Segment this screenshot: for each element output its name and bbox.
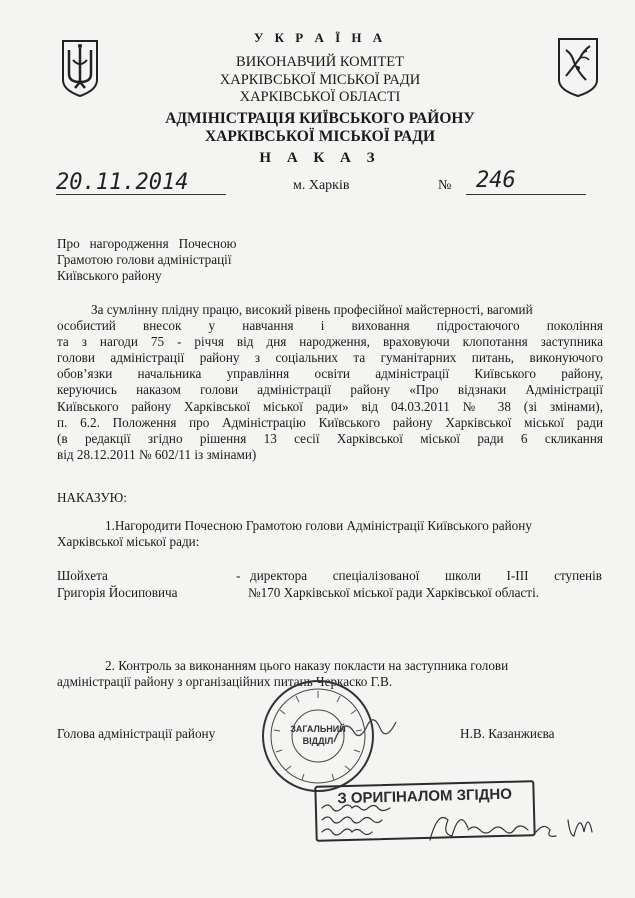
subject (57, 236, 297, 284)
admin-line-1: АДМІНІСТРАЦІЯ КИЇВСЬКОГО РАЙОНУ (165, 110, 475, 127)
preamble-line: керуючись наказом голови адміністрації району «Про відзнаки Адміністрації (57, 382, 603, 398)
preamble-line: та з нагоди 75 - річчя від дня народження, враховуючи клопотання заступника (57, 334, 603, 350)
preamble (57, 302, 603, 463)
date-field (56, 170, 226, 195)
stamp-heading: З ОРИГІНАЛОМ ЗГІДНО (337, 785, 513, 808)
item-line: 1.Нагородити Почесною Грамотою голови Адміністрації Київського району (105, 518, 532, 533)
preamble-line: обов’язки начальника управління освіти адміністрації Київського району, (57, 366, 603, 382)
subject-line: Грамотою голови адміністрації (57, 252, 232, 268)
awardee-surname: Шойхета (57, 568, 108, 583)
signature-scribble-icon (330, 712, 400, 752)
document-type: Н А К А З (259, 150, 381, 166)
awardee-given-names: Григорія Йосиповича (57, 585, 178, 600)
subject-line: Про нагородження Почесною (57, 236, 237, 251)
order-item-1 (57, 518, 603, 550)
admin-line-2: ХАРКІВСЬКОЇ МІСЬКОЇ РАДИ (204, 128, 436, 145)
seal-center-line-1: ЗАГАЛЬНИЙ (290, 724, 346, 734)
preamble-line: особистий внесок у навчання і виховання підростаючого покоління (57, 318, 603, 334)
number-value: 246 (476, 168, 516, 193)
number-field (466, 168, 586, 195)
preamble-line: голови адміністрації району з соціальних та гуманітарних питань, виконуючого (57, 350, 603, 366)
number-label: № (438, 178, 452, 193)
committee-line-3: ХАРКІВСЬКОЇ ОБЛАСТІ (239, 89, 401, 105)
committee-line-1: ВИКОНАВЧИЙ КОМІТЕТ (236, 54, 404, 70)
preamble-line: Київського району Харківської міської ради» від 04.03.2011 № 38 (зі змінами), (57, 398, 603, 414)
awardee-position-line-2: №170 Харківської міської ради Харківської області. (248, 585, 540, 600)
committee-line-2: ХАРКІВСЬКОЇ МІСЬКОЇ РАДИ (219, 72, 421, 88)
preamble-line: від 28.12.2011 № 602/11 із змінами) (57, 446, 257, 462)
signatory-title: Голова адміністрації району (57, 726, 216, 741)
seal-center-line-2: ВІДДІЛ (302, 736, 334, 746)
item-line: 2. Контроль за виконанням цього наказу покласти на заступника голови (105, 658, 509, 673)
ukraine-coat-of-arms-icon (60, 38, 100, 98)
item-line: адміністрації району з організаційних питань Черкаско Г.В. (57, 674, 393, 690)
order-word: НАКАЗУЮ: (57, 490, 127, 505)
preamble-line: п. 6.2. Положення про Адміністрацію Київського району Харківської міської ради (57, 414, 603, 430)
signatory-name: Н.В. Казанжиєва (460, 726, 555, 741)
country-heading: У К Р А Ї Н А (253, 30, 387, 45)
preamble-line: (в редакції згідно рішення 13 сесії Харківської міської ради 6 скликання (57, 430, 603, 446)
awardee-position-line-1: директора спеціалізованої школи I-III ступенів (250, 568, 602, 583)
date-value: 20.11.2014 (56, 170, 189, 195)
subject-line: Київського району (57, 268, 162, 284)
item-line: Харківської міської ради: (57, 534, 200, 550)
kharkiv-coat-of-arms-icon (556, 36, 600, 98)
city: м. Харків (293, 178, 350, 193)
awardee-dash: - (236, 568, 241, 583)
stamp-handwriting-icon (318, 800, 618, 850)
preamble-line: За сумлінну плідну працю, високий рівень професійної майстерності, вагомий (91, 302, 533, 317)
